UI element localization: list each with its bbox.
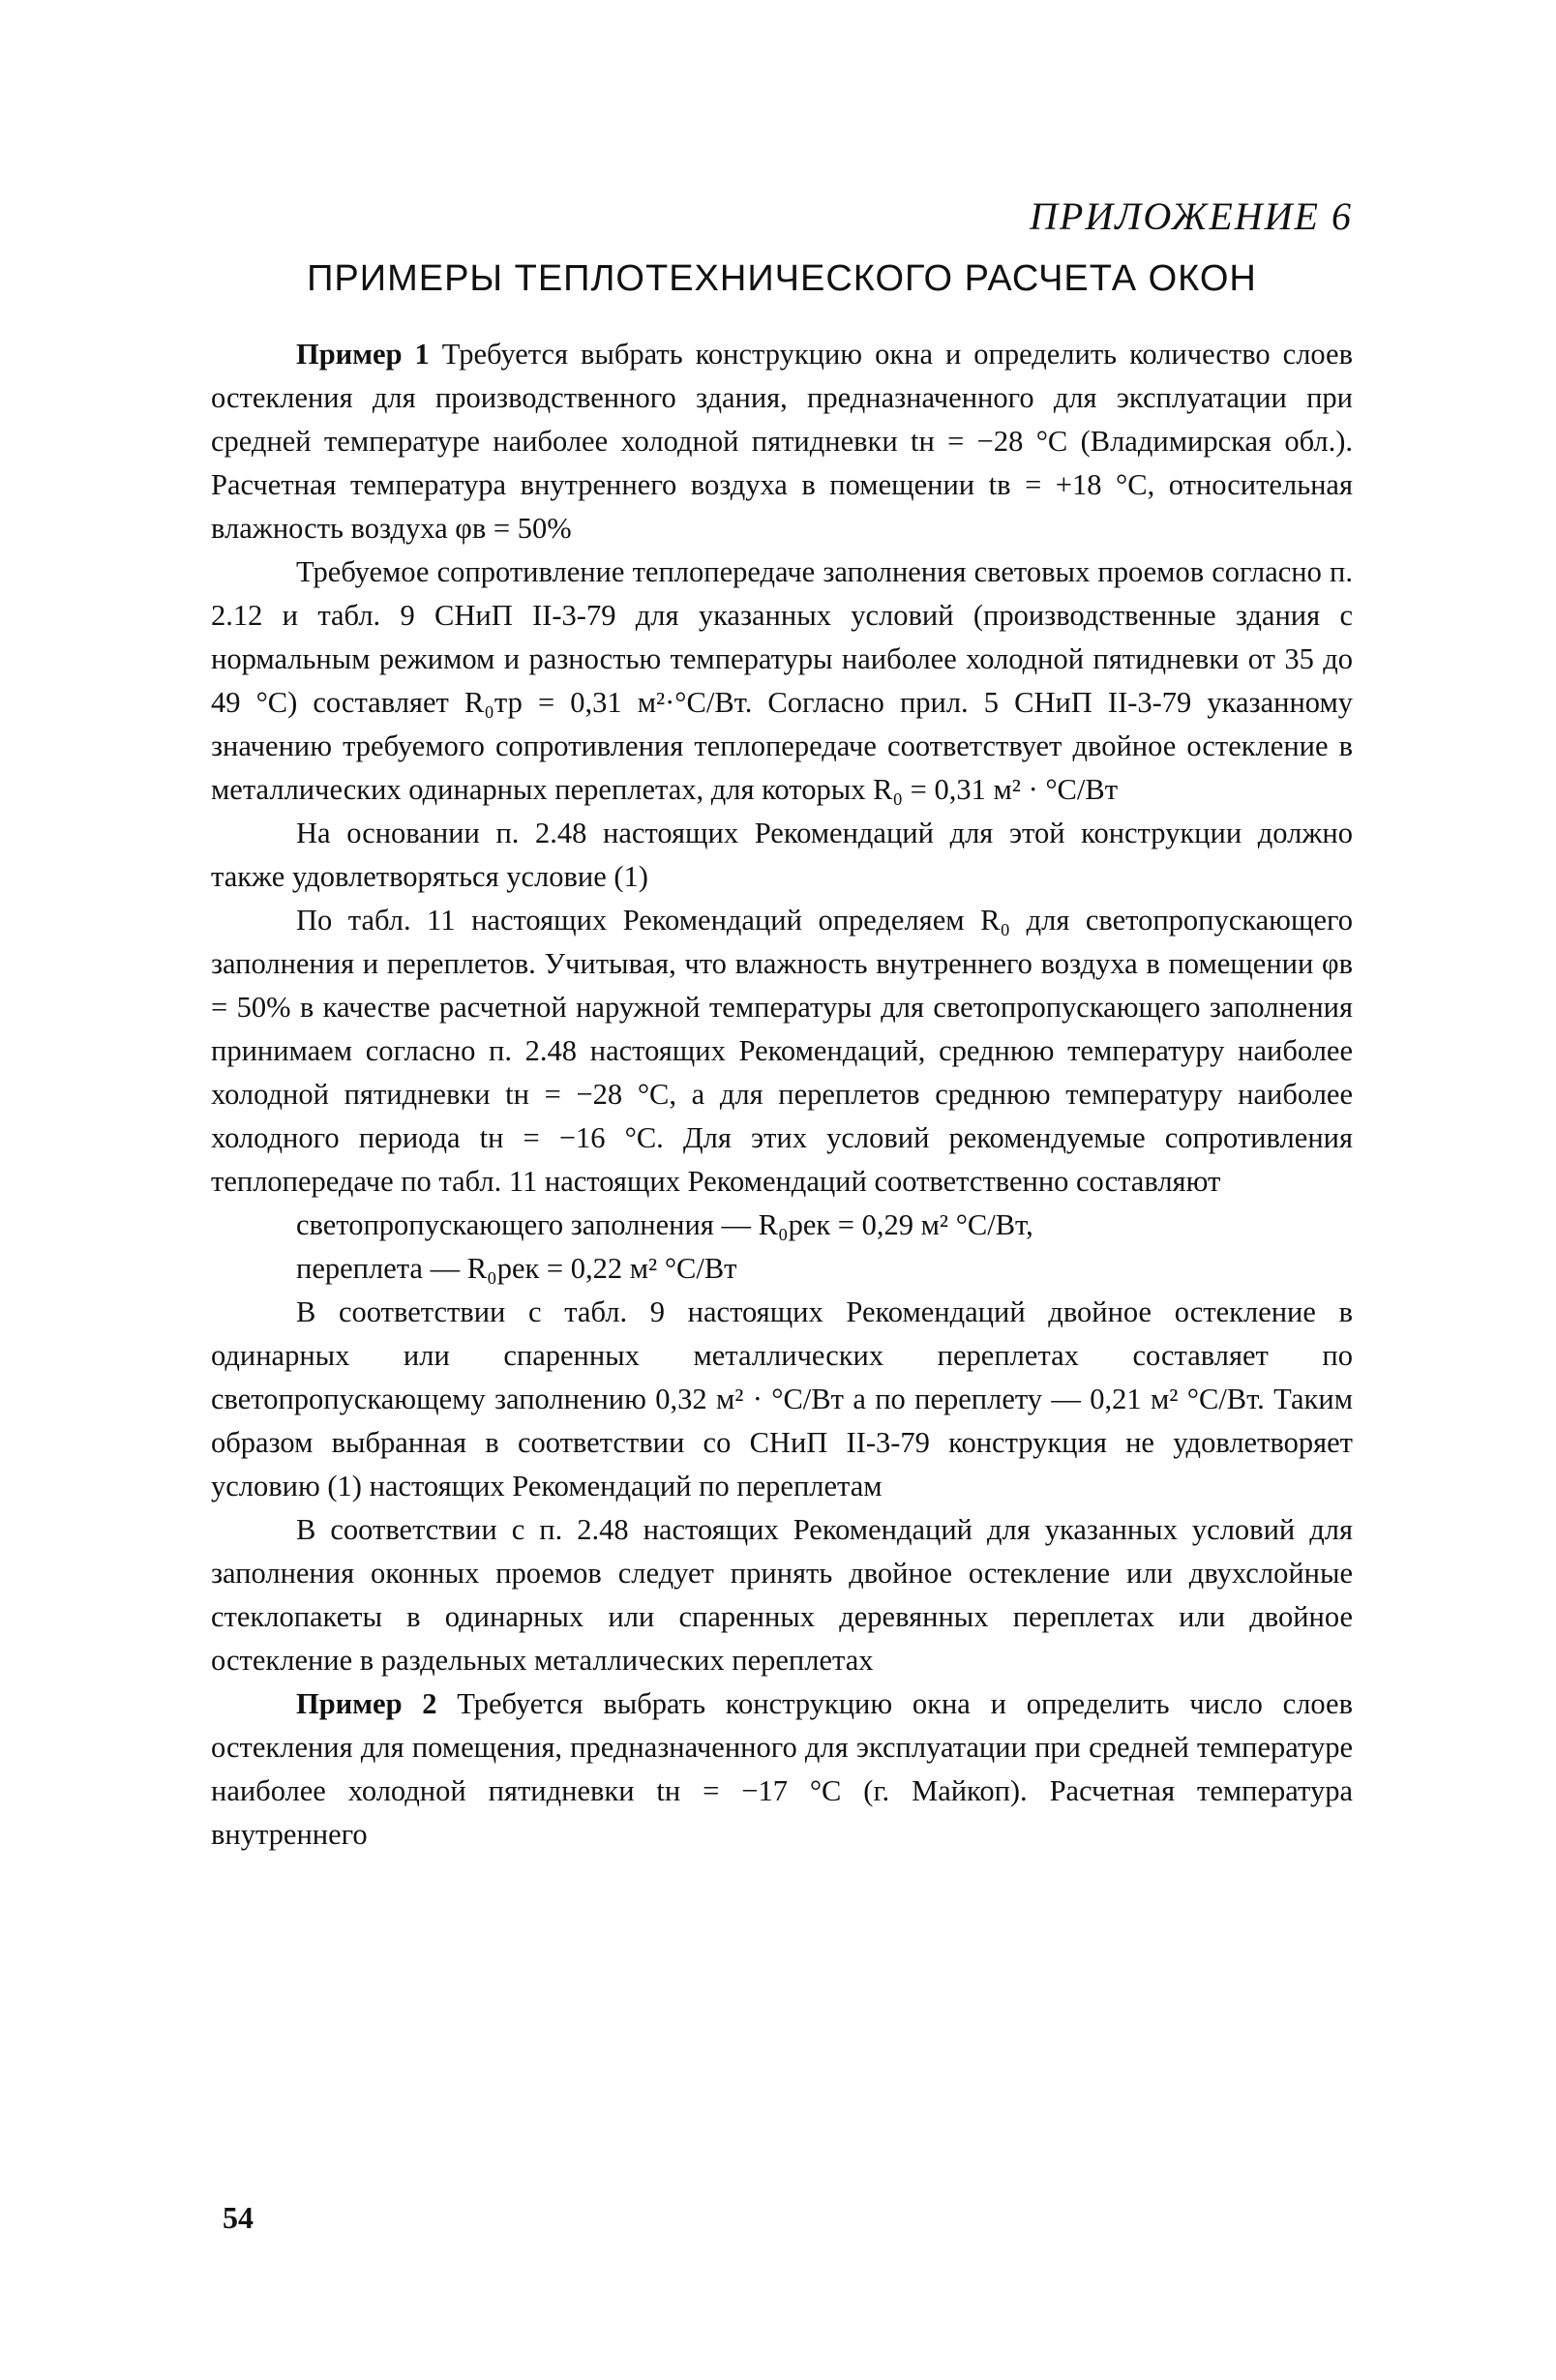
paragraph: На основании п. 2.48 настоящих Рекомендаций для этой конструкции должно также удовлетворяться условие (1) (211, 817, 1353, 893)
paragraph: Требуемое сопротивление теплопередаче заполнения световых проемов согласно п. 2.12 и табл. 9 СНиП II-3-79 для указанных условий (производственные здания с нормальным режимом и разностью температуры наиболее холодной пятидневки от 35 до 49 °С) составляет R₀тр = 0,31 м²·°С/Вт. Согласно прил. 5 СНиП II-3-79 указанному значению требуемого сопротивления теплопередаче соответствует двойное остекление в металлических одинарных переплетах, для которых R₀ = 0,31 м² · °С/Вт (211, 555, 1353, 806)
paragraph: В соответствии с табл. 9 настоящих Рекомендаций двойное остекление в одинарных или спаренных металлических переплетах составляет по светопропускающему заполнению 0,32 м² · °С/Вт а по переплету — 0,21 м² °С/Вт. Таким образом выбранная в соответствии со СНиП II-3-79 конструкция не удовлетворяет условию (1) настоящих Рекомендаций по переплетам (211, 1295, 1353, 1502)
formula-line: светопропускающего заполнения — R₀рек = 0,29 м² °С/Вт, (296, 1208, 1033, 1241)
example-1-label: Пример 1 (296, 338, 430, 371)
paragraph: В соответствии с п. 2.48 настоящих Рекомендаций для указанных условий для заполнения оконных проемов следует принять двойное остекление или двухслойные стеклопакеты в одинарных или спаренных деревянных переплетах или двойное остекление в раздельных металлических переплетах (211, 1513, 1353, 1677)
example-2-label: Пример 2 (296, 1687, 437, 1720)
paragraph: По табл. 11 настоящих Рекомендаций определяем R₀ для светопропускающего заполнения и переплетов. Учитывая, что влажность внутреннего воздуха в помещении φв = 50% в качестве расчетной наружной температуры для светопропускающего заполнения принимаем согласно п. 2.48 настоящих Рекомендаций, среднюю температуру наиболее холодной пятидневки tн = −28 °С, а для переплетов среднюю температуру наиболее холодного периода tн = −16 °С. Для этих условий рекомендуемые сопротивления теплопередаче по табл. 11 настоящих Рекомендаций соответственно составляют (211, 904, 1353, 1198)
example-1-intro (211, 333, 1353, 550)
page-number: 54 (223, 2200, 254, 2235)
example-2-task: Требуется выбрать конструкцию окна и определить число слоев остекления для помещения, предназначенного для эксплуатации при средней температуре наиболее холодной пятидневки tн = −17 °С (г. Майкоп). Расчетная температура внутреннего (211, 1687, 1353, 1851)
example-2-intro (211, 1682, 1353, 1857)
appendix-label: ПРИЛОЖЕНИЕ 6 (1030, 194, 1353, 238)
page-title: ПРИМЕРЫ ТЕПЛОТЕХНИЧЕСКОГО РАСЧЕТА ОКОН (307, 258, 1257, 299)
example-1-task: Требуется выбрать конструкцию окна и определить количество слоев остекления для производственного здания, предназначенного для эксплуатации при средней температуре наиболее холодной пятидневки tн = −28 °С (Владимирская обл.). Расчетная температура внутреннего воздуха в помещении tв = +18 °С, относительная влажность воздуха φв = 50% (211, 338, 1353, 545)
document-page (211, 193, 1353, 2322)
formula-line: переплета — R₀рек = 0,22 м² °С/Вт (296, 1252, 737, 1285)
